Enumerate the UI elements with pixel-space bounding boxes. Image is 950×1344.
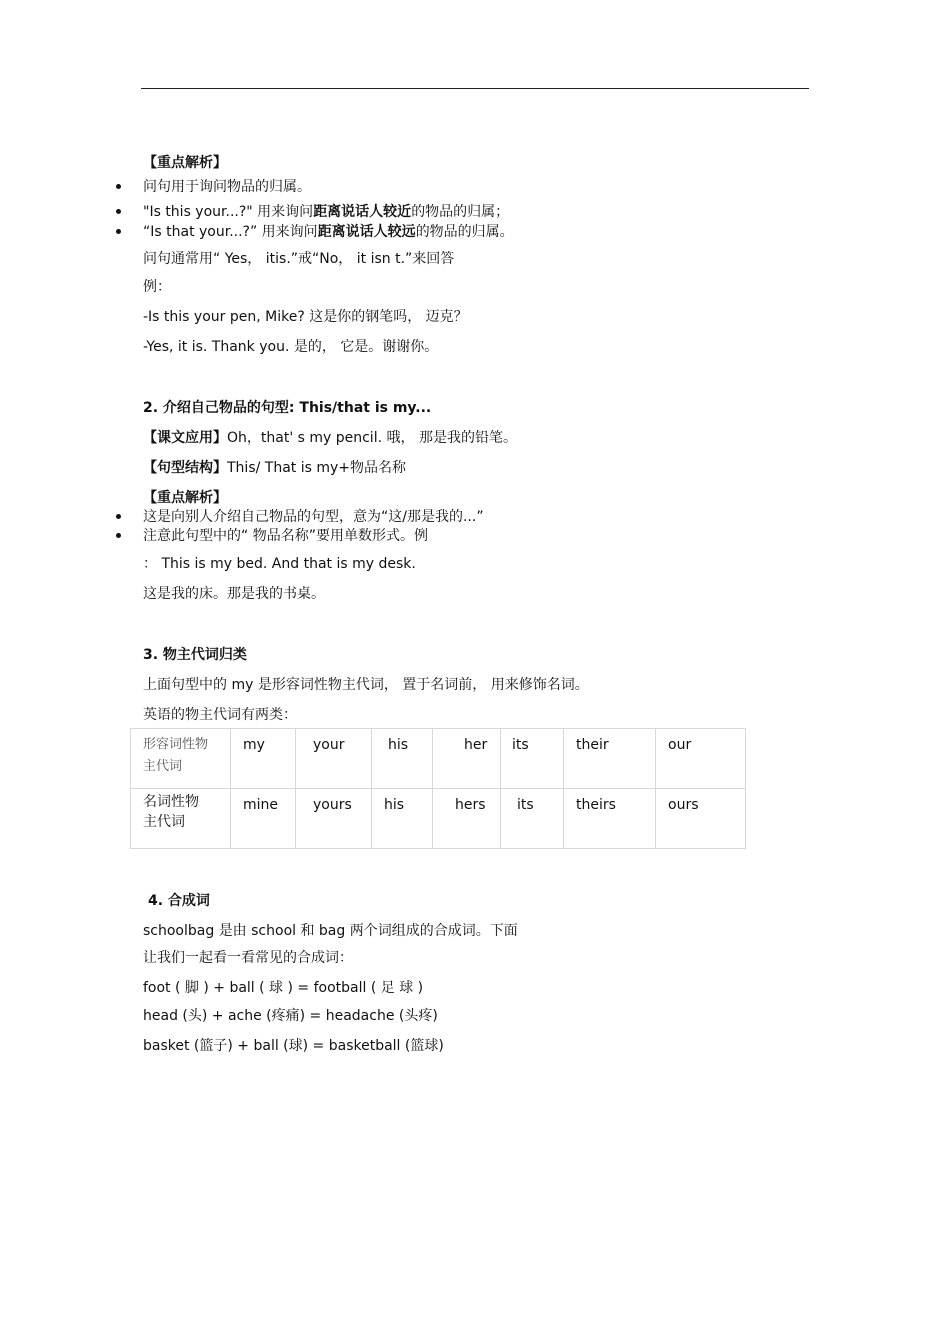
bullet-text-pre: “Is that your...?” 用来询问 [143, 224, 318, 240]
table-cell: hers [433, 789, 501, 849]
header-line: 形容词性物 [143, 737, 209, 752]
compound-example: foot ( 脚 ) + ball ( 球 ) = football ( 足 球 ) [143, 980, 424, 996]
compound-example: head (头) + ache (疼痛) = headache (头疼) [143, 1008, 438, 1024]
table-cell: his [372, 729, 433, 789]
table-cell: your [296, 729, 372, 789]
bullet-text-pre: "Is this your...?" 用来询问 [143, 204, 314, 220]
example-sentence: ： This is my bed. And that is my desk. [143, 556, 416, 572]
structure-line [143, 459, 406, 477]
application-line [143, 429, 517, 447]
table-cell: yours [296, 789, 372, 849]
bullet-text-bold: 距离说话人较近 [313, 204, 412, 220]
table-cell: our [656, 729, 746, 789]
bullet-dot [116, 229, 121, 234]
header-line: 名词性物 [143, 794, 199, 810]
pronoun-table [130, 728, 746, 849]
structure-text: This/ That is my+物品名称 [227, 460, 407, 476]
header-line: 主代词 [143, 814, 185, 830]
example-translation: 这是我的床。那是我的书桌。 [143, 586, 325, 602]
page-header-rule [141, 88, 809, 89]
table-cell: their [564, 729, 656, 789]
bullet-text-bold: 距离说话人较远 [317, 224, 416, 240]
paragraph-line: 上面句型中的 my 是形容词性物主代词， 置于名词前， 用来修饰名词。 [143, 677, 589, 693]
table-cell: her [433, 729, 501, 789]
bullet-dot [116, 184, 121, 189]
paragraph-line: 让我们一起看一看常见的合成词： [143, 950, 353, 966]
bullet-text [143, 223, 514, 241]
example-sentence: -Yes, it is. Thank you. 是的， 它是。谢谢你。 [143, 339, 439, 355]
bullet-text: 这是向别人介绍自己物品的句型，意为“这/那是我的...” [143, 509, 484, 525]
bullet-text: 注意此句型中的“ 物品名称”要用单数形式。例 [143, 528, 428, 544]
key-analysis-title: 【重点解析】 [143, 155, 227, 171]
paragraph-line: 英语的物主代词有两类： [143, 707, 297, 723]
table-cell: mine [231, 789, 296, 849]
example-sentence: -Is this your pen, Mike? 这是你的钢笔吗， 迈克？ [143, 309, 468, 325]
bullet-text-post: 的物品的归属。 [415, 224, 514, 240]
table-cell: my [231, 729, 296, 789]
bullet-text-post: 的物品的归属； [411, 204, 510, 220]
bullet-text: 问句用于询问物品的归属。 [143, 179, 311, 195]
structure-label: 【句型结构】 [143, 460, 227, 476]
example-label: 例： [143, 279, 171, 295]
table-row [131, 789, 746, 849]
section-title: 3. 物主代词归类 [143, 647, 247, 663]
table-row-header [131, 789, 231, 849]
answer-line: 问句通常用“ Yes， itis.”戒“No， it isn t.”来回答 [143, 251, 455, 267]
bullet-dot [116, 209, 121, 214]
bullet-dot [116, 514, 121, 519]
table-cell: his [372, 789, 433, 849]
paragraph-line: schoolbag 是由 school 和 bag 两个词组成的合成词。下面 [143, 923, 518, 939]
section-title: 2. 介绍自己物品的句型: This/that is my... [143, 400, 432, 416]
table-row [131, 729, 746, 789]
section-title: 4. 合成词 [148, 893, 210, 909]
bullet-dot [116, 533, 121, 538]
table-cell: its [501, 729, 564, 789]
key-analysis-title: 【重点解析】 [143, 490, 227, 506]
table-cell: theirs [564, 789, 656, 849]
compound-example: basket (篮子) + ball (球) = basketball (篮球) [143, 1038, 444, 1054]
table-row-header [131, 729, 231, 789]
application-label: 【课文应用】 [143, 430, 227, 446]
table-cell: its [501, 789, 564, 849]
application-text: Oh，that' s my pencil. 哦， 那是我的铅笔。 [227, 430, 517, 446]
header-line: 主代词 [143, 759, 183, 774]
bullet-text [143, 203, 509, 221]
table-cell: ours [656, 789, 746, 849]
